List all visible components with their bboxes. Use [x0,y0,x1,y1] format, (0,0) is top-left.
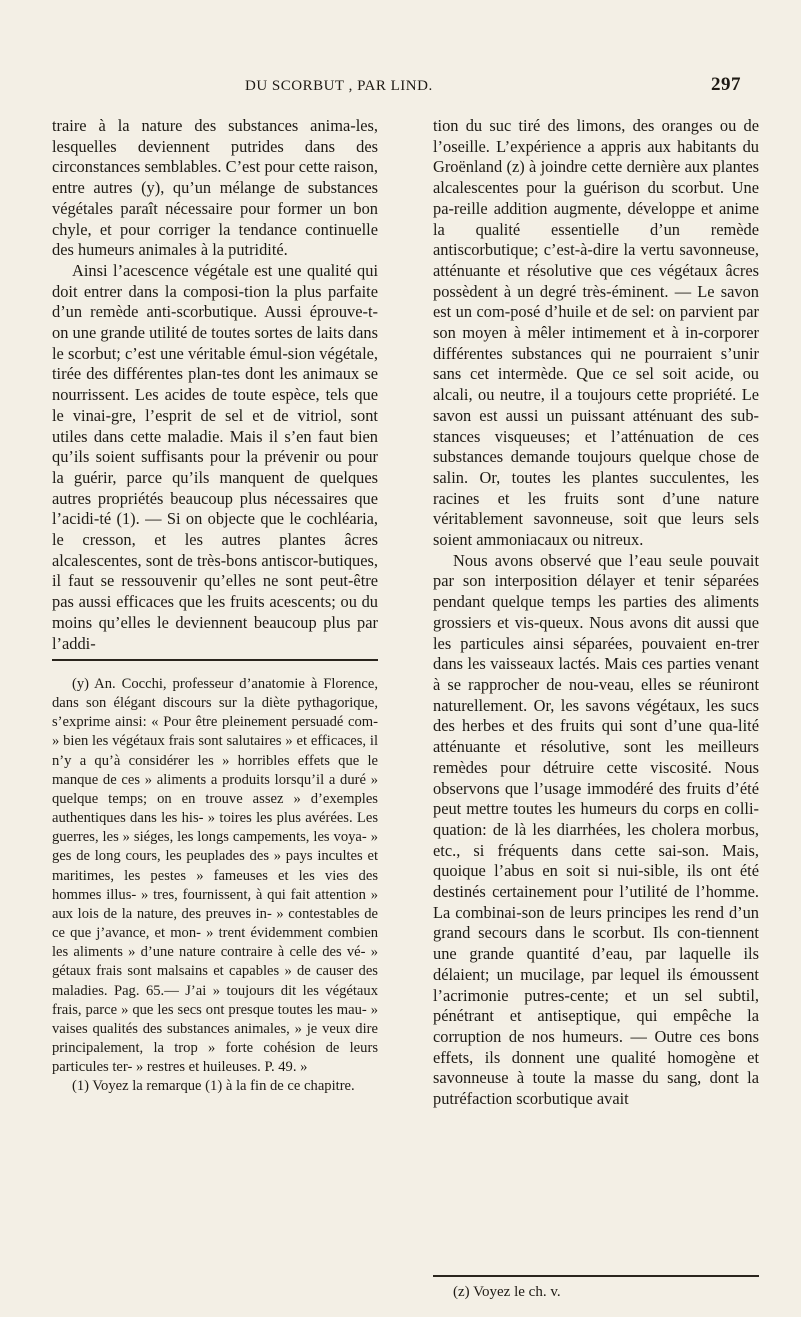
paragraph: tion du suc tiré des limons, des oranges ou de l’oseille. L’expérience a appris aux habitants du Groënland (z) à joindre cette dernière aux plantes alcalescentes pour la guérison du scorbut. Une pa-reille addition augmente, développe et anime la qualité essentielle d’un remède antiscorbutique; c’est-à-dire la vertu savonneuse, atténuante et résolutive que ces végétaux âcres possèdent à un degré très-éminent. — Le savon est un com-posé d’huile et de sel: on parvient par son moyen à mêler intimement et à in-corporer différentes substances qui ne pourraient s’unir sans cet intermède. Que ce sel soit acide, ou alcali, ou neutre, il a toujours cette propriété. Le savon est aussi un puissant atténuant des sub-stances visqueuses; et l’atténuation de ces substances demande toujours quelque chose de salin. Or, toutes les plantes succulentes, les racines et les fruits sont d’une nature véritablement savonneuse, soit que leurs sels soient ammoniacaux ou nitreux. [433,116,759,550]
footnote-rule [433,1275,759,1277]
paragraph: Ainsi l’acescence végétale est une qualité qui doit entrer dans la composi-tion la plus parfaite d’un remède anti-scorbutique. Aussi éprouve-t-on une grande utilité de toutes sortes de laits dans le scorbut; c’est une véritable émul-sion végétale, tirée des différentes plan-tes dont les animaux se nourrissent. Les acides de toute espèce, tels que le vinai-gre, l’esprit de sel et de vitriol, sont utiles dans cette maladie. Mais il s’en faut bien qu’ils soient suffisants pour la prévenir ou pour la guérir, parce qu’ils manquent de quelques autres propriétés beaucoup plus nécessaires que l’acidi-té (1). — Si on objecte que le cochléaria, le cresson, et les autres plantes âcres alcalescentes, sont de très-bons antiscor-butiques, il faut se ressouvenir qu’elles ne sont peut-être pas aussi efficaces que les fruits acescents; ou du moins qu’elles le deviennent beaucoup plus par l’addi- [52,260,378,653]
running-title: DU SCORBUT , PAR LIND. [245,78,433,94]
footnote-right: (z) Voyez le ch. v. [453,1284,561,1300]
page-number: 297 [711,74,741,95]
running-header [245,74,741,102]
footnote-left [52,675,378,1096]
paragraph: Nous avons observé que l’eau seule pouvait par son interposition délayer et tenir séparées pendant quelque temps les parties des aliments grossiers et vis-queux. Nous avons dit aussi que les particules ainsi séparées, pouvaient en-trer dans les vaisseaux lactés. Mais ces parties venant à se rapprocher de nou-veau, elles se réuniront naturellement. Or, les savons végétaux, les sucs des herbes et des fruits qui sont d’une qua-lité atténuante et résolutive, sont les meilleurs remèdes pour détruire cette viscosité. Nous observons que l’usage immodéré des fruits d’été peut mettre toutes les humeurs du corps en colli-quation: de là les diarrhées, les cholera morbus, etc., si fréquents dans cette sai-son. Mais, quoique l’abus en soit si nui-sible, ils ont été destinés certainement pour l’utilité de l’homme. La combinai-son de leurs principes les rend d’un grand secours dans le scorbut. Ils con-tiennent une grande quantité d’eau, par laquelle ils délaient; un mucilage, par lequel ils émoussent l’acrimonie putres-cente; et un sel subtil, pénétrant et antiseptique, qui empêche la corruption de nos humeurs. — Outre ces bons effets, ils donnent une qualité homogène et savonneuse à toute la masse du sang, dont la putréfaction scorbutique avait [433,550,759,1109]
paragraph: traire à la nature des substances anima-les, lesquelles deviennent putrides dans des circonstances semblables. C’est pour cette raison, entre autres (y), qu’un mélange de substances végétales paraît nécessaire pour former un bon chyle, et pour corriger la tendance continuelle des humeurs animales à la putridité. [52,116,378,260]
right-column [433,116,759,1110]
left-column [52,116,378,654]
footnote-rule [52,659,378,661]
footnote-paragraph: (y) An. Cocchi, professeur d’anatomie à Florence, dans son élégant discours sur la diète pythagorique, s’exprime ainsi: « Pour être pleinement persuadé com- » bien les végétaux frais sont salutaires » et efficaces, il n’y a qu’à considérer les » horribles effets que le manque de ces » aliments a produits lorsqu’il a duré » quelque temps; on en trouve assez » d’exemples authentiques dans les his- » toires les plus avérées. Les guerres, les » siéges, les longs campements, les voya- » ges de long cours, les peuplades des » pays incultes et maritimes, les pestes » fameuses et les vies des hommes illus- » tres, fournissent, à qui fait attention » aux lois de la nature, des preuves in- » contestables de ce que j’avance, et mon- » trent évidemment combien les aliments » d’une nature contraire à celle des vé- » gétaux frais sont malsains et capables » de causer des maladies. Pag. 65.— J’ai » toujours dit les végétaux frais, parce » que les secs ont presque toutes les mau- » vaises qualités des substances animales, » je veux dire principalement, la trop » forte cohésion de leurs particules ter- » restres et huileuses. P. 49. » [52,676,378,1076]
footnote-paragraph: (1) Voyez la remarque (1) à la fin de ce chapitre. [72,1078,355,1095]
